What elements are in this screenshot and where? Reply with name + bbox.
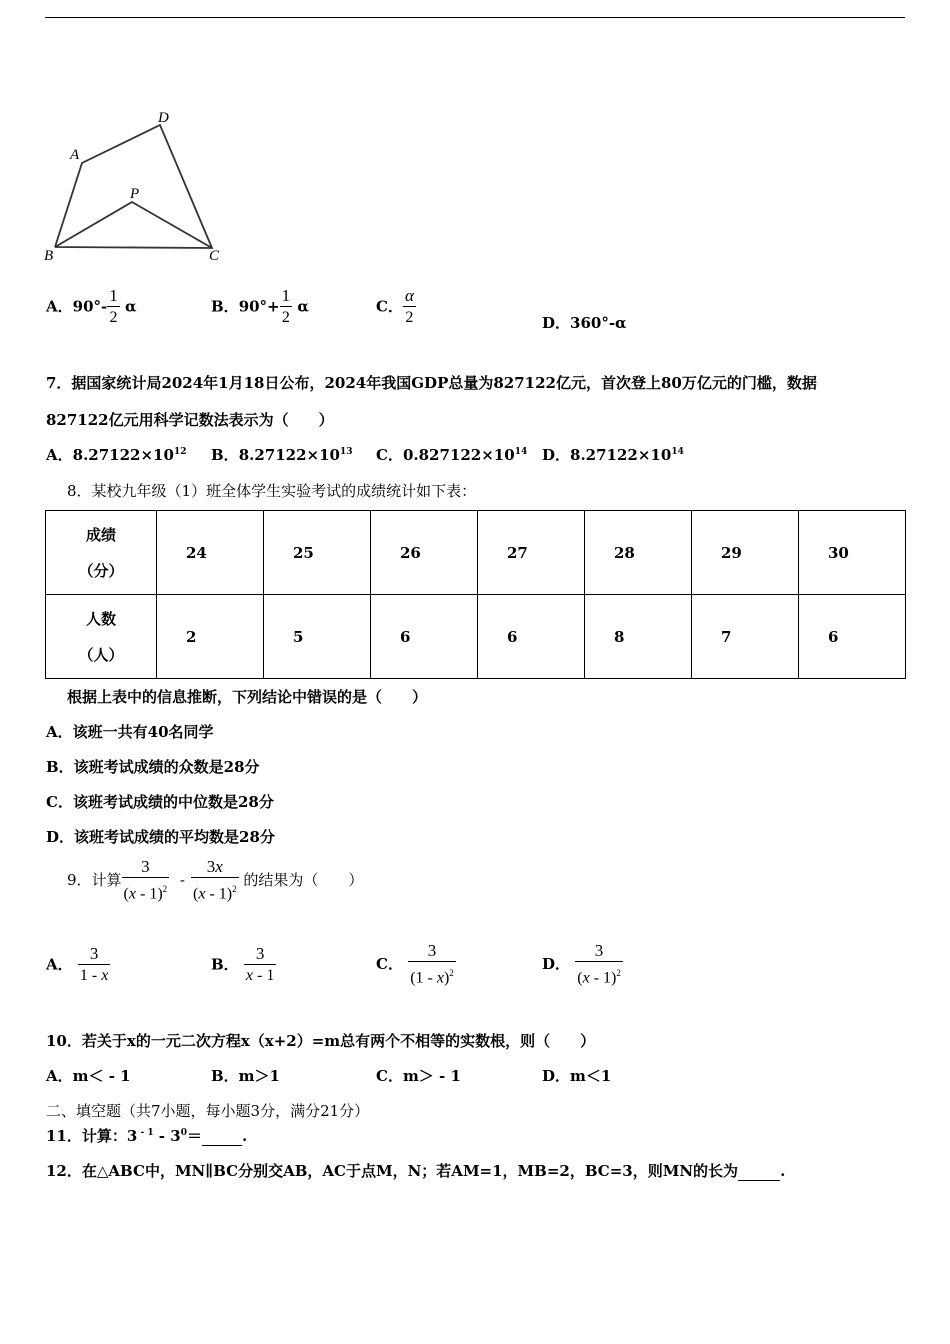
den-exp: 2: [232, 884, 237, 894]
frac-den: [408, 961, 456, 989]
head-line: 成绩: [85, 525, 116, 544]
frac-num: [191, 857, 239, 877]
q9-option-d[interactable]: [542, 941, 623, 989]
option-letter: A．: [46, 446, 73, 464]
q8-option-d[interactable]: D．该班考试成绩的平均数是28分: [46, 828, 275, 846]
option-exp: 14: [671, 447, 684, 457]
den-var: x: [436, 969, 444, 987]
option-letter: A．: [46, 297, 73, 316]
frac-den: 2: [280, 306, 293, 329]
num-part: 3: [206, 857, 216, 876]
frac-num: 1: [281, 286, 291, 305]
score-table: [45, 510, 906, 679]
num-var: x: [215, 857, 223, 876]
den-var: x: [198, 885, 206, 903]
option-letter: B．: [211, 446, 239, 464]
option-text: 360°-α: [570, 314, 627, 332]
option-exp: 13: [339, 447, 353, 457]
den-part: 1 -: [79, 967, 102, 984]
q9-option-c[interactable]: [376, 941, 456, 989]
head-line: 人数: [85, 609, 116, 628]
option-letter: C．: [376, 955, 403, 974]
table-row: [46, 511, 906, 595]
den-var: x: [582, 969, 590, 987]
option-base: 0.827122×10: [402, 446, 515, 464]
den-part: (1 -: [410, 969, 437, 987]
q9-option-b[interactable]: [211, 944, 276, 987]
q10-option-d[interactable]: D．m＜1: [542, 1067, 612, 1085]
q7-option-a[interactable]: [46, 444, 186, 465]
table-head-score: [46, 511, 157, 595]
q9-suffix: 的结果为（ ）: [243, 871, 364, 890]
figure-pbc-lines: [55, 202, 212, 248]
option-letter: C．: [376, 297, 403, 316]
q11-exp: 0: [180, 1128, 187, 1138]
table-cell: 26: [371, 511, 478, 595]
section-title: 二、填空题（共7小题，每小题3分，满分21分）: [46, 1102, 370, 1120]
q12-stem: [46, 1160, 785, 1181]
table-cell: 6: [371, 595, 478, 679]
table-cell: 5: [264, 595, 371, 679]
option-exp: 12: [173, 447, 187, 457]
frac-den: [78, 964, 110, 987]
label-D: D: [158, 110, 169, 126]
den-exp: 2: [162, 884, 168, 894]
option-suffix: α: [124, 297, 137, 316]
table-cell: 25: [264, 511, 371, 595]
q6-option-b[interactable]: [211, 286, 309, 329]
q9-minus: -: [179, 871, 185, 890]
head-line: （人）: [78, 645, 124, 664]
label-A: A: [70, 147, 80, 163]
option-base: 8.27122×10: [238, 446, 340, 464]
q7-stem-line1: 7．据国家统计局2024年1月18日公布，2024年我国GDP总量为827122亿元，首次登上80万亿元的门槛，数据: [46, 374, 817, 392]
frac-num: 3: [594, 941, 604, 960]
den-part: (: [193, 885, 199, 903]
table-cell: 29: [692, 511, 799, 595]
fraction: [403, 286, 416, 329]
table-cell: 2: [157, 595, 264, 679]
q7-option-c[interactable]: [376, 444, 527, 465]
q8-option-a[interactable]: A．该班一共有40名同学: [46, 723, 214, 741]
option-letter: B．: [211, 297, 239, 316]
q12-text: 12．在△ABC中，MN∥BC分别交AB，AC于点M，N；若AM=1，MB=2，BC=3，则MN的长为: [46, 1162, 739, 1180]
answer-blank[interactable]: [738, 1162, 780, 1181]
label-B: B: [44, 248, 54, 264]
q6-option-a[interactable]: [46, 286, 137, 329]
q10-option-c[interactable]: C．m＞ - 1: [376, 1067, 461, 1085]
q11-exp: - 1: [137, 1128, 154, 1138]
q9-option-a[interactable]: [46, 944, 110, 987]
table-row: [46, 595, 906, 679]
label-P: P: [130, 186, 140, 202]
fraction: [408, 941, 456, 989]
den-exp: 2: [616, 968, 621, 978]
q8-option-c[interactable]: C．该班考试成绩的中位数是28分: [46, 793, 274, 811]
den-part: - 1): [589, 969, 617, 987]
q10-stem: 10．若关于x的一元二次方程x（x+2）=m总有两个不相等的实数根，则（ ）: [46, 1032, 596, 1050]
quadrilateral-figure: [40, 105, 230, 270]
table-cell: 24: [157, 511, 264, 595]
fraction: [107, 286, 120, 329]
table-cell: 8: [585, 595, 692, 679]
answer-blank[interactable]: [202, 1127, 242, 1146]
fraction: [191, 857, 239, 905]
q11-prefix: 11．计算：3: [46, 1127, 138, 1145]
table-cell: 28: [585, 511, 692, 595]
den-part: - 1): [205, 885, 233, 903]
den-part: (: [123, 885, 129, 903]
q7-option-d[interactable]: [542, 444, 684, 465]
q6-option-d[interactable]: [542, 312, 627, 333]
option-prefix: 90°-: [72, 297, 108, 316]
table-cell: 27: [478, 511, 585, 595]
q7-option-b[interactable]: [211, 444, 353, 465]
fraction: [122, 857, 170, 905]
frac-num: 1: [109, 286, 118, 305]
den-exp: 2: [449, 968, 454, 978]
option-suffix: α: [297, 297, 309, 316]
fraction: [280, 286, 293, 329]
table-cell: 7: [692, 595, 799, 679]
den-var: x: [101, 967, 109, 984]
option-letter: D．: [542, 314, 571, 332]
option-exp: 14: [514, 447, 528, 457]
table-cell: 6: [799, 595, 906, 679]
option-letter: D．: [542, 446, 571, 464]
q9-prefix: 9．计算: [67, 871, 122, 890]
option-prefix: 90°+: [238, 297, 280, 316]
q6-option-c[interactable]: [376, 286, 416, 329]
table-cell: 6: [478, 595, 585, 679]
option-letter: C．: [376, 446, 403, 464]
q10-option-b[interactable]: B．m＞1: [211, 1067, 280, 1085]
table-head-count: [46, 595, 157, 679]
fraction: [575, 941, 623, 989]
den-var: x: [128, 885, 136, 903]
q10-option-a[interactable]: A．m＜ - 1: [46, 1067, 131, 1085]
q9-stem: [67, 857, 363, 905]
option-letter: D．: [542, 955, 571, 974]
den-part: - 1: [253, 967, 275, 984]
q11-suffix: ＝: [186, 1127, 202, 1145]
den-var: x: [245, 967, 254, 984]
fraction: [78, 944, 110, 987]
frac-num: α: [404, 286, 414, 305]
option-base: 8.27122×10: [570, 446, 672, 464]
frac-den: [191, 877, 239, 905]
frac-num: 3: [141, 857, 150, 876]
den-part: ): [443, 969, 450, 987]
table-cell: 30: [799, 511, 906, 595]
frac-num: 3: [427, 941, 437, 960]
den-part: (: [577, 969, 583, 987]
frac-num: 3: [255, 944, 265, 963]
frac-num: 3: [89, 944, 99, 963]
fraction: [244, 944, 276, 987]
q11-mid: - 3: [153, 1127, 181, 1145]
frac-den: [575, 961, 623, 989]
frac-den: 2: [403, 306, 416, 329]
q7-stem-line2: 827122亿元用科学记数法表示为（ ）: [46, 411, 334, 429]
head-line: （分）: [78, 561, 124, 580]
label-C: C: [209, 248, 220, 264]
option-letter: A．: [46, 955, 73, 974]
q8-question: 根据上表中的信息推断，下列结论中错误的是（ ）: [67, 688, 428, 706]
q11-end: .: [241, 1127, 248, 1145]
frac-den: [244, 964, 276, 987]
q8-option-b[interactable]: B．该班考试成绩的众数是28分: [46, 758, 260, 776]
header-rule: [45, 17, 905, 18]
option-letter: B．: [211, 955, 239, 974]
option-base: 8.27122×10: [72, 446, 174, 464]
frac-den: 2: [107, 306, 120, 329]
q12-end: .: [780, 1162, 786, 1180]
q11-stem: [46, 1125, 247, 1146]
q8-stem: 8．某校九年级（1）班全体学生实验考试的成绩统计如下表：: [67, 482, 477, 500]
frac-den: [122, 877, 170, 905]
den-part: - 1): [135, 885, 163, 903]
